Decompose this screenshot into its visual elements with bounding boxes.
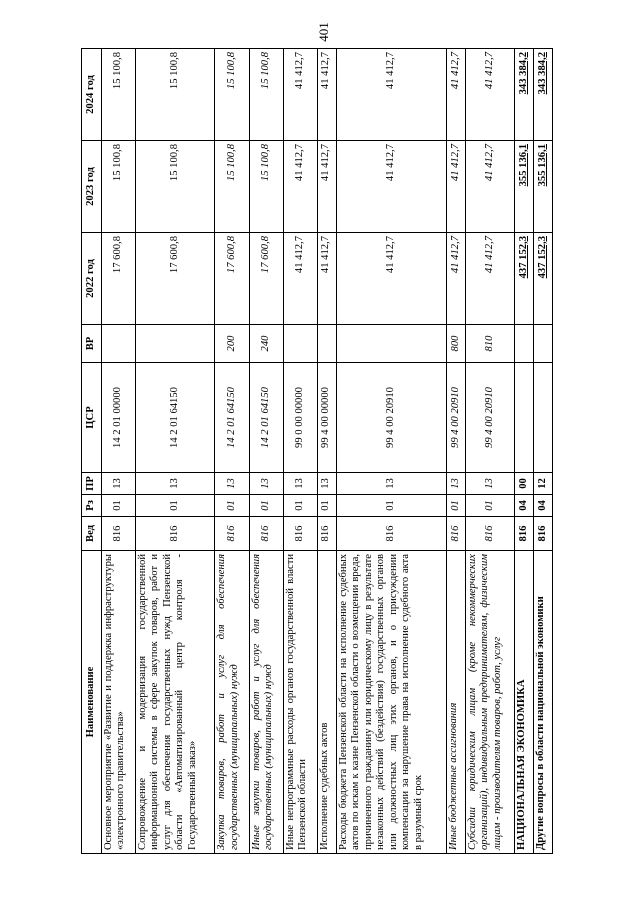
row-pr: 13	[249, 473, 283, 495]
row-ved: 816	[446, 517, 465, 551]
header-2024: 2024 год	[82, 49, 102, 141]
row-2022: 17 600,8	[249, 233, 283, 325]
row-2023: 41 412,7	[317, 141, 336, 233]
row-rz: 04	[534, 495, 553, 517]
row-2024: 41 412,7	[283, 49, 317, 141]
row-name: Иные закупки товаров, работ и услуг для обеспечения государственных (муниципальных) нужд	[249, 551, 283, 854]
row-ved: 816	[215, 517, 249, 551]
row-ved: 816	[336, 517, 446, 551]
row-2024: 15 100,8	[135, 49, 215, 141]
row-2023: 41 412,7	[465, 141, 514, 233]
row-2024: 343 384,2	[515, 49, 534, 141]
table-row	[283, 49, 317, 854]
row-2022: 17 600,8	[135, 233, 215, 325]
row-rz: 01	[283, 495, 317, 517]
table-wrapper	[81, 49, 553, 854]
row-rz: 01	[465, 495, 514, 517]
row-pr: 13	[135, 473, 215, 495]
row-2023: 15 100,8	[135, 141, 215, 233]
row-2023: 41 412,7	[283, 141, 317, 233]
row-ved: 816	[249, 517, 283, 551]
header-name: Наименование	[82, 551, 102, 854]
row-name: Расходы бюджета Пензенской области на исполнение судебных актов по искам к казне Пензенской области о возмещении вреда, причиненного гражданину или юридическому лицу в результате незаконных действий (бездействия) государственных органов или должностных лиц этих органов, и о присуждении компенсации за нарушение права на исполнение судебного акта в разумный срок	[336, 551, 446, 854]
row-vr	[101, 325, 135, 363]
row-pr: 12	[534, 473, 553, 495]
header-vr: ВР	[82, 325, 102, 363]
row-rz: 01	[446, 495, 465, 517]
table-row	[135, 49, 215, 854]
row-vr: 240	[249, 325, 283, 363]
row-2022: 41 412,7	[336, 233, 446, 325]
row-2023: 41 412,7	[446, 141, 465, 233]
row-2022: 17 600,8	[215, 233, 249, 325]
row-csr: 99 4 00 20910	[336, 363, 446, 473]
row-vr	[534, 325, 553, 363]
row-pr: 00	[515, 473, 534, 495]
row-vr	[317, 325, 336, 363]
row-csr: 99 4 00 20910	[465, 363, 514, 473]
row-ved: 816	[135, 517, 215, 551]
row-pr: 13	[465, 473, 514, 495]
row-vr	[283, 325, 317, 363]
table-row	[249, 49, 283, 854]
row-vr	[336, 325, 446, 363]
row-name: Субсидии юридическим лицам (кроме некоммерческих организаций), индивидуальным предпринимателям, физическим лицам - производителям товаров, работ, услуг	[465, 551, 514, 854]
row-name: Исполнение судебных актов	[317, 551, 336, 854]
header-2023: 2023 год	[82, 141, 102, 233]
row-vr: 810	[465, 325, 514, 363]
header-2022: 2022 год	[82, 233, 102, 325]
row-rz: 01	[249, 495, 283, 517]
row-ved: 816	[515, 517, 534, 551]
row-csr: 14 2 01 64150	[135, 363, 215, 473]
row-ved: 816	[317, 517, 336, 551]
row-rz: 01	[336, 495, 446, 517]
table-row	[101, 49, 135, 854]
row-csr	[515, 363, 534, 473]
row-ved: 816	[101, 517, 135, 551]
row-csr: 99 0 00 00000	[283, 363, 317, 473]
row-vr	[135, 325, 215, 363]
row-2022: 41 412,7	[317, 233, 336, 325]
row-2022: 17 600,8	[101, 233, 135, 325]
row-2024: 15 100,8	[215, 49, 249, 141]
row-csr: 99 4 00 00000	[317, 363, 336, 473]
row-rz: 01	[135, 495, 215, 517]
row-name: Иные непрограммные расходы органов государственной власти Пензенской области	[283, 551, 317, 854]
header-row	[82, 49, 102, 854]
row-2023: 15 100,8	[249, 141, 283, 233]
row-2022: 41 412,7	[283, 233, 317, 325]
table-row	[515, 49, 534, 854]
row-2022: 437 152,3	[515, 233, 534, 325]
row-2024: 41 412,7	[446, 49, 465, 141]
row-pr: 13	[446, 473, 465, 495]
row-csr	[534, 363, 553, 473]
table-row	[446, 49, 465, 854]
row-name: Иные бюджетные ассигнования	[446, 551, 465, 854]
row-2024: 41 412,7	[465, 49, 514, 141]
row-2024: 41 412,7	[317, 49, 336, 141]
row-csr: 14 2 01 00000	[101, 363, 135, 473]
row-2022: 437 152,3	[534, 233, 553, 325]
row-2024: 343 384,2	[534, 49, 553, 141]
row-2024: 15 100,8	[249, 49, 283, 141]
row-ved: 816	[534, 517, 553, 551]
row-name: Сопровождение и модернизация государственной информационной системы в сфере закупок товаров, работ и услуг для обеспечения государственных нужд Пензенской области «Автоматизированный центр контроля - Государственный заказ»	[135, 551, 215, 854]
row-csr: 14 2 01 64150	[215, 363, 249, 473]
row-ved: 816	[283, 517, 317, 551]
row-rz: 01	[215, 495, 249, 517]
row-pr: 13	[101, 473, 135, 495]
table-row	[336, 49, 446, 854]
header-csr: ЦСР	[82, 363, 102, 473]
row-name: НАЦИОНАЛЬНАЯ ЭКОНОМИКА	[515, 551, 534, 854]
row-rz: 01	[101, 495, 135, 517]
row-rz: 01	[317, 495, 336, 517]
row-ved: 816	[465, 517, 514, 551]
row-2022: 41 412,7	[446, 233, 465, 325]
row-pr: 13	[283, 473, 317, 495]
row-2024: 41 412,7	[336, 49, 446, 141]
row-name: Закупка товаров, работ и услуг для обеспечения государственных (муниципальных) нужд	[215, 551, 249, 854]
table-row	[317, 49, 336, 854]
row-2023: 41 412,7	[336, 141, 446, 233]
row-2023: 355 136,1	[515, 141, 534, 233]
row-pr: 13	[317, 473, 336, 495]
row-vr: 200	[215, 325, 249, 363]
row-2023: 355 136,1	[534, 141, 553, 233]
budget-table	[81, 48, 553, 854]
row-vr	[515, 325, 534, 363]
row-csr: 99 4 00 20910	[446, 363, 465, 473]
table-row	[215, 49, 249, 854]
row-pr: 13	[215, 473, 249, 495]
row-2023: 15 100,8	[101, 141, 135, 233]
page-number: 401	[315, 22, 331, 42]
table-row	[534, 49, 553, 854]
row-2024: 15 100,8	[101, 49, 135, 141]
header-rz: Рз	[82, 495, 102, 517]
row-name: Другие вопросы в области национальной экономики	[534, 551, 553, 854]
row-2023: 15 100,8	[215, 141, 249, 233]
row-vr: 800	[446, 325, 465, 363]
row-2022: 41 412,7	[465, 233, 514, 325]
row-csr: 14 2 01 64150	[249, 363, 283, 473]
header-pr: ПР	[82, 473, 102, 495]
rotated-table-container	[81, 49, 553, 854]
header-ved: Вед	[82, 517, 102, 551]
table-row	[465, 49, 514, 854]
row-pr: 13	[336, 473, 446, 495]
row-rz: 04	[515, 495, 534, 517]
row-name: Основное мероприятие «Развитие и поддержка инфраструктуры «электронного правительства»	[101, 551, 135, 854]
